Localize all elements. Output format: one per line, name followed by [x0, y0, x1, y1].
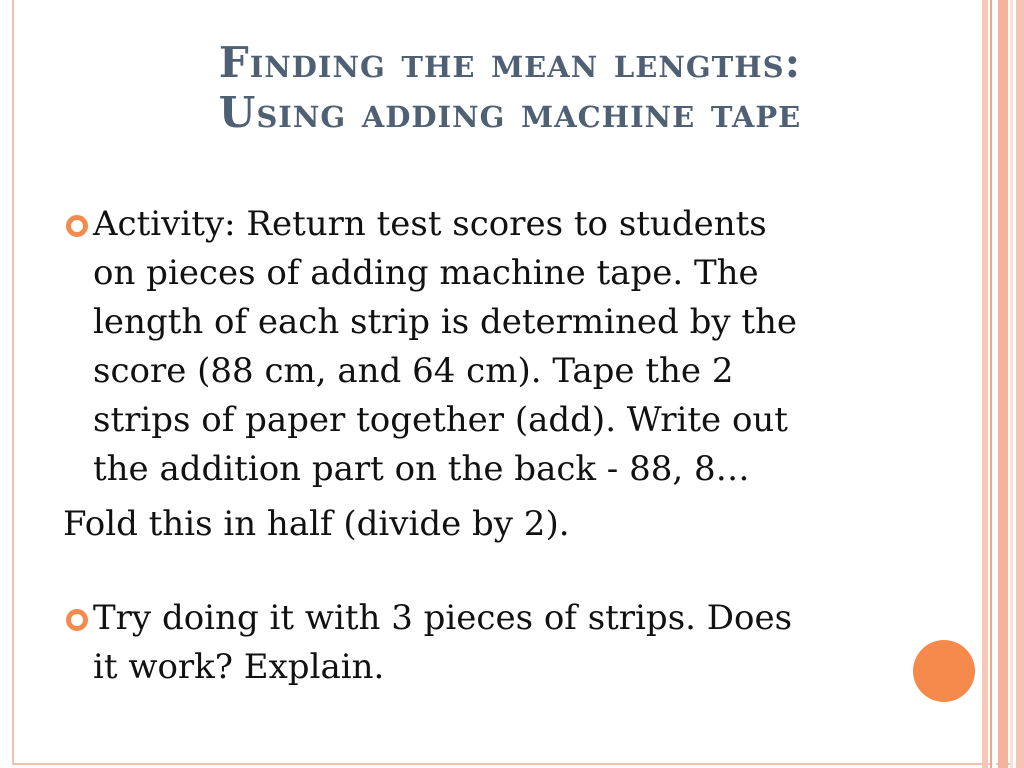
decorative-stripe — [982, 0, 988, 768]
slide-body — [60, 200, 960, 692]
title-line-2: Using adding machine tape — [218, 88, 802, 137]
accent-circle — [913, 640, 975, 702]
circle-bullet-icon — [66, 215, 88, 237]
bullet-item-activity — [60, 200, 960, 494]
decorative-stripe — [1010, 0, 1013, 768]
bullet-item-try — [60, 594, 960, 692]
decorative-stripe — [1016, 0, 1024, 768]
title-line-1: Finding the mean lengths: — [218, 38, 802, 87]
bullet-line: length of each strip is determined by the — [93, 302, 798, 342]
decorative-stripe — [998, 0, 1008, 768]
circle-bullet-icon — [66, 609, 88, 631]
decorative-stripe — [990, 0, 996, 768]
plain-text-line: Fold this in half (divide by 2). — [63, 504, 570, 544]
bullet-line: Try doing it with 3 pieces of strips. Does — [93, 598, 793, 638]
paragraph-spacer — [60, 549, 960, 594]
bullet-line: strips of paper together (add). Write out — [93, 400, 788, 440]
bullet-line: it work? Explain. — [93, 647, 385, 687]
bullet-line: on pieces of adding machine tape. The — [93, 253, 759, 293]
bullet-line: the addition part on the back - 88, 8… — [93, 449, 750, 489]
bullet-line: Activity: Return test scores to students — [93, 204, 767, 244]
slide-title — [40, 38, 980, 138]
bullet-line: score (88 cm, and 64 cm). Tape the 2 — [93, 351, 734, 391]
